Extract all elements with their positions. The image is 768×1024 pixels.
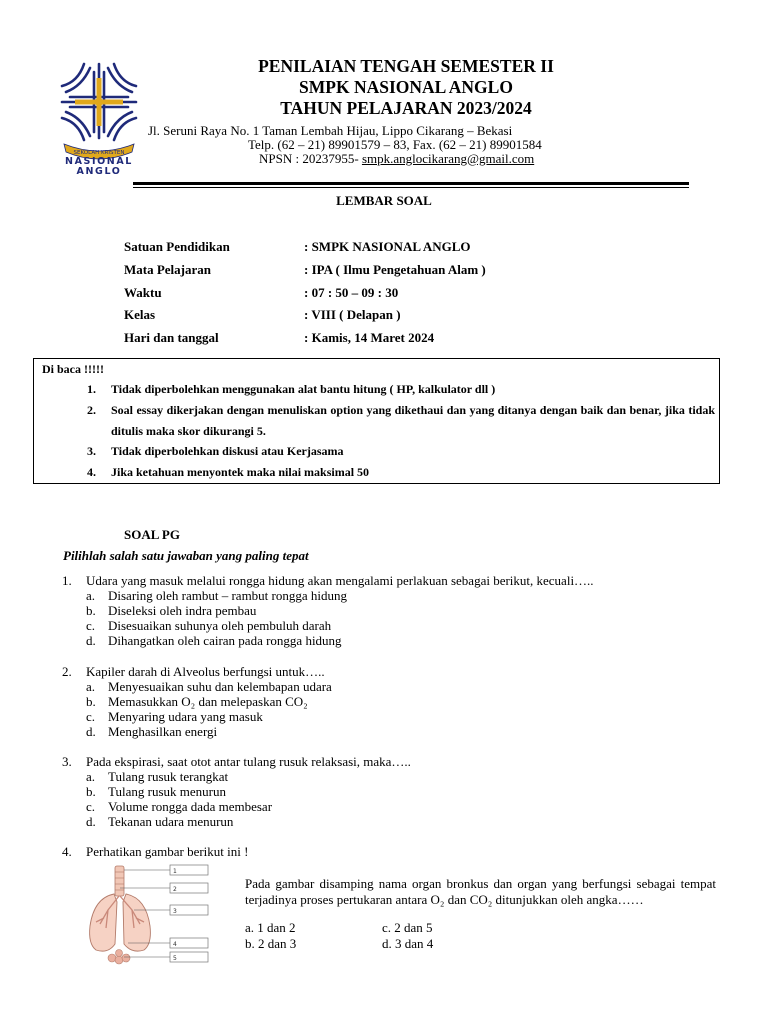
- option-letter: a.: [86, 588, 96, 603]
- school-npsn-email: [259, 151, 534, 166]
- school-crest-icon: [56, 58, 142, 176]
- header-divider-thin: [133, 187, 689, 188]
- question-text: Pada ekspirasi, saat otot antar tulang rusuk relaksasi, maka…..: [86, 754, 411, 769]
- logo-name-line-1: NASIONAL: [65, 156, 133, 167]
- info-label-satuan: Satuan Pendidikan: [124, 239, 230, 254]
- school-phone: Telp. (62 – 21) 89901579 – 83, Fax. (62 – 21) 89901584: [248, 137, 542, 152]
- option-letter: d.: [86, 633, 96, 648]
- school-logo: [56, 58, 142, 176]
- school-name-title: SMPK NASIONAL ANGLO: [299, 77, 513, 97]
- question-number: 4.: [62, 844, 72, 859]
- exam-title: PENILAIAN TENGAH SEMESTER II: [258, 56, 554, 76]
- option-text: 1 dan 2: [257, 920, 296, 935]
- option-letter: a.: [86, 679, 96, 694]
- question-text: Kapiler darah di Alveolus berfungsi untuk…..: [86, 664, 325, 679]
- option-letter: c.: [86, 618, 96, 633]
- info-label-waktu: Waktu: [124, 285, 162, 300]
- lungs-figure: [84, 864, 210, 968]
- info-value-waktu: : 07 : 50 – 09 : 30: [304, 285, 399, 300]
- info-value-kelas: : VIII ( Delapan ): [304, 307, 401, 322]
- option-letter: d.: [86, 724, 96, 739]
- figure-label: 1: [173, 868, 177, 875]
- figure-label: 2: [173, 886, 177, 893]
- header-divider-thick: [133, 182, 689, 185]
- figure-label: 3: [173, 908, 177, 915]
- option-letter: a.: [245, 920, 255, 935]
- lungs-diagram-icon: [84, 864, 210, 968]
- notice-heading: Di baca !!!!!: [42, 362, 104, 376]
- info-value-tanggal: : Kamis, 14 Maret 2024: [304, 330, 435, 345]
- rule-number: 4.: [87, 465, 96, 479]
- info-label-kelas: Kelas: [124, 307, 156, 322]
- rule-number: 2.: [87, 403, 96, 417]
- option-item[interactable]: [382, 936, 433, 952]
- info-value-mapel: : IPA ( Ilmu Pengetahuan Alam ): [304, 262, 486, 277]
- option-letter: b.: [245, 936, 255, 951]
- option-text[interactable]: Tulang rusuk terangkat: [108, 769, 229, 784]
- email-link[interactable]: smpk.anglocikarang@gmail.com: [361, 151, 535, 166]
- logo-ribbon-text: SEKOLAH KRISTEN: [73, 150, 125, 156]
- option-text[interactable]: Menyesuaikan suhu dan kelembapan udara: [108, 679, 332, 694]
- question-number: 2.: [62, 664, 72, 679]
- option-text[interactable]: Tulang rusuk menurun: [108, 784, 226, 799]
- question-body: Pada gambar disamping nama organ bronkus dan organ yang berfungsi sebagai tempat terjadinya proses pertukaran antara O₂ dan CO₂ ditunjukkan oleh angka……: [245, 876, 716, 907]
- option-text[interactable]: Dihangatkan oleh cairan pada rongga hidung: [108, 633, 342, 648]
- option-letter: d.: [86, 814, 96, 829]
- rule-text: Soal essay dikerjakan dengan menuliskan option yang dikethaui dan yang ditanya dengan baik dan benar, jika tidak ditulis maka skor dikurangi 5.: [111, 403, 715, 438]
- info-label-mapel: Mata Pelajaran: [124, 262, 212, 277]
- option-item[interactable]: [245, 920, 296, 936]
- option-text[interactable]: Tekanan udara menurun: [108, 814, 234, 829]
- option-text[interactable]: Diseleksi oleh indra pembau: [108, 603, 257, 618]
- sheet-title: LEMBAR SOAL: [336, 193, 432, 208]
- figure-label: 4: [173, 941, 177, 948]
- option-text: 2 dan 5: [394, 920, 433, 935]
- option-letter: b.: [86, 784, 96, 799]
- option-item[interactable]: [382, 920, 433, 936]
- question-number: 3.: [62, 754, 72, 769]
- npsn-text: NPSN : 20237955-: [259, 151, 362, 166]
- option-letter: b.: [86, 694, 96, 709]
- option-letter: d.: [382, 936, 392, 951]
- option-letter: c.: [382, 920, 392, 935]
- question-text: Perhatikan gambar berikut ini !: [86, 844, 249, 859]
- logo-name-line-2: ANGLO: [76, 166, 122, 176]
- instruction: Pilihlah salah satu jawaban yang paling tepat: [63, 548, 309, 563]
- rule-text: Jika ketahuan menyontek maka nilai maksimal 50: [111, 465, 370, 479]
- info-value-satuan: : SMPK NASIONAL ANGLO: [304, 239, 471, 254]
- question-number: 1.: [62, 573, 72, 588]
- option-text: 3 dan 4: [395, 936, 434, 951]
- option-item[interactable]: [245, 936, 296, 952]
- option-text[interactable]: Memasukkan O₂ dan melepaskan CO₂: [108, 694, 308, 709]
- figure-label: 5: [173, 955, 177, 962]
- option-letter: b.: [86, 603, 96, 618]
- option-text[interactable]: Menyaring udara yang masuk: [108, 709, 263, 724]
- option-letter: a.: [86, 769, 96, 784]
- option-letter: c.: [86, 709, 96, 724]
- option-letter: c.: [86, 799, 96, 814]
- rule-text: Tidak diperbolehkan diskusi atau Kerjasama: [111, 444, 344, 458]
- option-text: 2 dan 3: [258, 936, 297, 951]
- option-text[interactable]: Volume rongga dada membesar: [108, 799, 273, 814]
- section-title: SOAL PG: [124, 527, 180, 542]
- option-text[interactable]: Menghasilkan energi: [108, 724, 218, 739]
- option-text[interactable]: Disaring oleh rambut – rambut rongga hidung: [108, 588, 348, 603]
- rule-number: 3.: [87, 444, 96, 458]
- rule-text: Tidak diperbolehkan menggunakan alat bantu hitung ( HP, kalkulator dll ): [111, 382, 496, 396]
- question-text: Udara yang masuk melalui rongga hidung akan mengalami perlakuan sebagai berikut, kecuali…..: [86, 573, 594, 588]
- academic-year-title: TAHUN PELAJARAN 2023/2024: [280, 98, 532, 118]
- school-address: Jl. Seruni Raya No. 1 Taman Lembah Hijau, Lippo Cikarang – Bekasi: [148, 123, 513, 138]
- option-text[interactable]: Disesuaikan suhunya oleh pembuluh darah: [108, 618, 332, 633]
- rule-number: 1.: [87, 382, 96, 396]
- info-label-tanggal: Hari dan tanggal: [124, 330, 219, 345]
